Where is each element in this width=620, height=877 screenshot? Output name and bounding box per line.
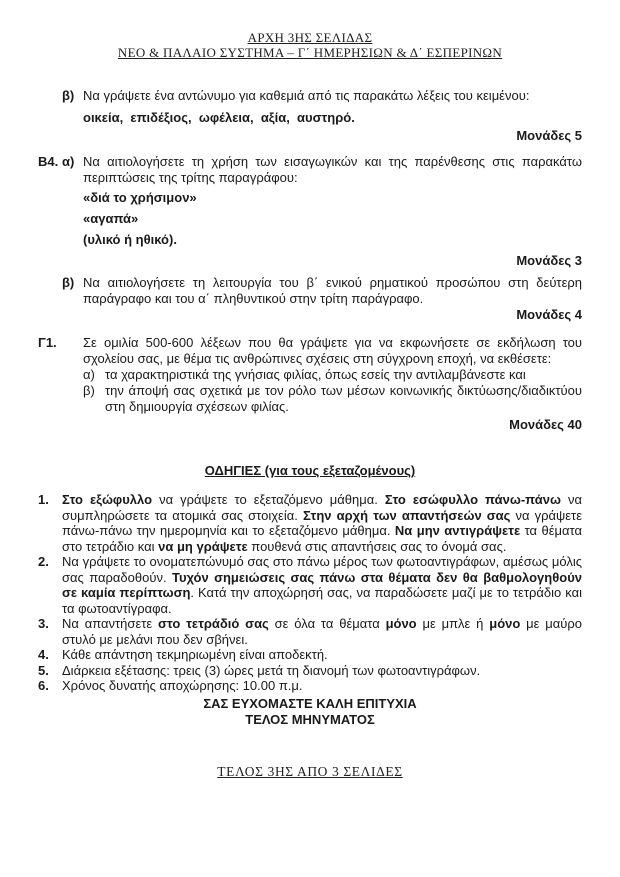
instruction-item (38, 663, 582, 679)
question-b4b-row (38, 275, 582, 307)
text-run: Κάθε απάντηση τεκμηριωμένη είναι αποδεκτή. (62, 647, 328, 662)
sub-question-text: Να αιτιολογήσετε τη λειτουργία του β΄ ενικού ρηματικού προσώπου στη δεύτερη παράγραφο και του α΄ πληθυντικού στην τρίτη παράγραφο. (83, 275, 582, 306)
instruction-text (62, 663, 582, 679)
question-b3-beta (38, 88, 582, 144)
sub-question-text: Να αιτιολογήσετε τη χρήση των εισαγωγικών και της παρένθεσης στις παρακάτω περιπτώσεις της τρίτης παραγράφου: (83, 154, 582, 185)
question-intro-text: Σε ομιλία 500-600 λέξεων που θα γράψετε για να εκφωνήσετε σε εκδήλωση του σχολείου σας, με θέμα τις ανθρώπινες σχέσεις στη σύγχρονη εποχή, να εκθέσετε: (83, 335, 582, 366)
label-spacer (62, 110, 83, 126)
text-run: Τυχόν σημειώσεις σας πάνω στα θέματα δεν θα βαθμολογηθούν σε καμία περίπτωση (62, 569, 582, 600)
sub-question-label: α) (83, 367, 95, 382)
antonym-word-list: οικεία, επιδέξιος, ωφέλεια, αξία, αυστηρό. (83, 110, 355, 125)
text-run: να μη γράψετε (158, 538, 248, 554)
instruction-number: 4. (38, 647, 49, 662)
text-run: Στην αρχή των απαντήσεών σας (302, 507, 511, 523)
text-run: να συμπληρώσετε τα ατομικά σας στοιχεία. (62, 492, 583, 523)
label-spacer (38, 110, 62, 126)
c1-subitem-alpha (83, 367, 582, 383)
sub-question-text: τα χαρακτηριστικά της γνήσιας φιλίας, όπως εσείς την αντιλαμβάνεστε και (105, 367, 526, 382)
sub-question-text: Να γράψετε ένα αντώνυμο για καθεμιά από τις παρακάτω λέξεις του κειμένου: (83, 88, 530, 103)
c1-subitem-beta (83, 383, 582, 415)
sub-question-label: β) (62, 88, 75, 103)
closing-line-1: ΣΑΣ ΕΥΧΟΜΑΣΤΕ ΚΑΛΗ ΕΠΙΤΥΧΙΑ (203, 695, 417, 711)
instructions-heading: ΟΔΗΓΙΕΣ (για τους εξεταζομένους) (204, 463, 416, 478)
text-run: Στο εσώφυλλο πάνω-πάνω (384, 492, 561, 507)
text-run: Στο εξώφυλλο (62, 492, 153, 507)
text-run: να γράψετε πάνω-πάνω την ημερομηνία και το εξεταζόμενο μάθημα. (62, 507, 582, 538)
instruction-number: 3. (38, 616, 49, 631)
question-b4 (38, 154, 582, 323)
question-number: Γ1. (38, 335, 57, 350)
points-b4-beta: Μονάδες 4 (516, 307, 582, 322)
closing-line-2: ΤΕΛΟΣ ΜΗΝΥΜΑΤΟΣ (245, 711, 375, 727)
instruction-text (62, 678, 582, 694)
text-run: σε όλα τα θέματα (268, 616, 386, 631)
instruction-text (62, 647, 582, 663)
instruction-number: 6. (38, 678, 49, 693)
text-run: μόνο (489, 616, 521, 631)
word-list-row (38, 110, 582, 126)
text-run: Να μην αντιγράψετε (394, 523, 521, 538)
instruction-item (38, 678, 582, 694)
points-c1: Μονάδες 40 (509, 417, 582, 432)
instruction-text (62, 554, 582, 616)
instruction-item (38, 554, 582, 616)
text-run: με μαύρο στυλό με μελάνι που δεν σβήνει. (62, 616, 582, 647)
sub-question-label: β) (83, 383, 95, 398)
instructions-section (38, 463, 582, 728)
text-run: Διάρκεια εξέτασης: τρεις (3) ώρες μετά τη διανομή των φωτοαντιγράφων. (62, 662, 481, 678)
points-b3-beta: Μονάδες 5 (516, 128, 582, 143)
header-line-2: ΝΕΟ & ΠΑΛΑΙΟ ΣΥΣΤΗΜΑ – Γ΄ ΗΜΕΡΗΣΙΩΝ & Δ΄ ΕΣΠΕΡΙΝΩΝ (117, 45, 503, 60)
question-b3-beta-row (38, 88, 582, 104)
instruction-text (62, 616, 582, 647)
text-run: Να γράψετε το ονοματεπώνυμό σας στο πάνω μέρος των φωτοαντιγράφων, αμέσως μόλις σας παραδοθούν. (62, 554, 582, 585)
text-run: Χρόνος δυνατής αποχώρησης: 10.00 π.μ. (62, 678, 303, 693)
sub-question-text: την άποψή σας σχετικά με τον ρόλο των μέσων κοινωνικής δικτύωσης/διαδικτύου στη δημιουργία σχέσεων φιλίας. (105, 383, 582, 414)
question-b4a-content (83, 154, 582, 253)
label-spacer (38, 275, 62, 307)
label-spacer (38, 88, 62, 104)
instruction-text (62, 492, 582, 554)
page-footer (38, 764, 582, 780)
quoted-examples (83, 190, 582, 248)
instruction-item (38, 492, 582, 554)
quote-line: (υλικό ή ηθικό). (83, 232, 177, 247)
instructions-list (38, 492, 582, 694)
sub-question-label: α) (62, 154, 75, 169)
instruction-number: 2. (38, 554, 49, 569)
closing-wishes (38, 696, 582, 728)
page-header (38, 30, 582, 60)
instruction-item (38, 616, 582, 647)
text-run: μόνο (385, 616, 417, 631)
text-run: τα θέματα στο τετράδιο και (62, 523, 582, 554)
question-c1 (38, 335, 582, 433)
text-run: . Κατά την αποχώρησή σας, να παραδώσετε μαζί με το τετράδιο και τα φωτοαντίγραφα. (62, 585, 582, 616)
quote-line: «αγαπά» (83, 211, 139, 226)
text-run: πουθενά στις απαντήσεις σας το όνομά σας. (247, 538, 507, 554)
question-c1-content (83, 335, 582, 415)
sub-question-label: β) (62, 275, 75, 290)
instruction-number: 5. (38, 662, 49, 678)
points-b4-alpha: Μονάδες 3 (516, 253, 582, 268)
instruction-item (38, 647, 582, 663)
text-run: με μπλε ή (416, 616, 490, 631)
question-number: Β4. (38, 154, 59, 169)
quote-line: «διά το χρήσιμον» (83, 190, 197, 205)
question-b4a-row (38, 154, 582, 253)
text-run: Να απαντήσετε (62, 616, 158, 631)
footer-text: ΤΕΛΟΣ 3ΗΣ ΑΠΟ 3 ΣΕΛΙΔΕΣ (217, 763, 403, 779)
text-run: στο τετράδιό σας (158, 616, 269, 631)
instruction-number: 1. (38, 492, 49, 507)
question-c1-row (38, 335, 582, 415)
header-line-1: ΑΡΧΗ 3ΗΣ ΣΕΛΙΔΑΣ (247, 30, 373, 45)
text-run: να γράψετε το εξεταζόμενο μάθημα. (152, 492, 385, 507)
